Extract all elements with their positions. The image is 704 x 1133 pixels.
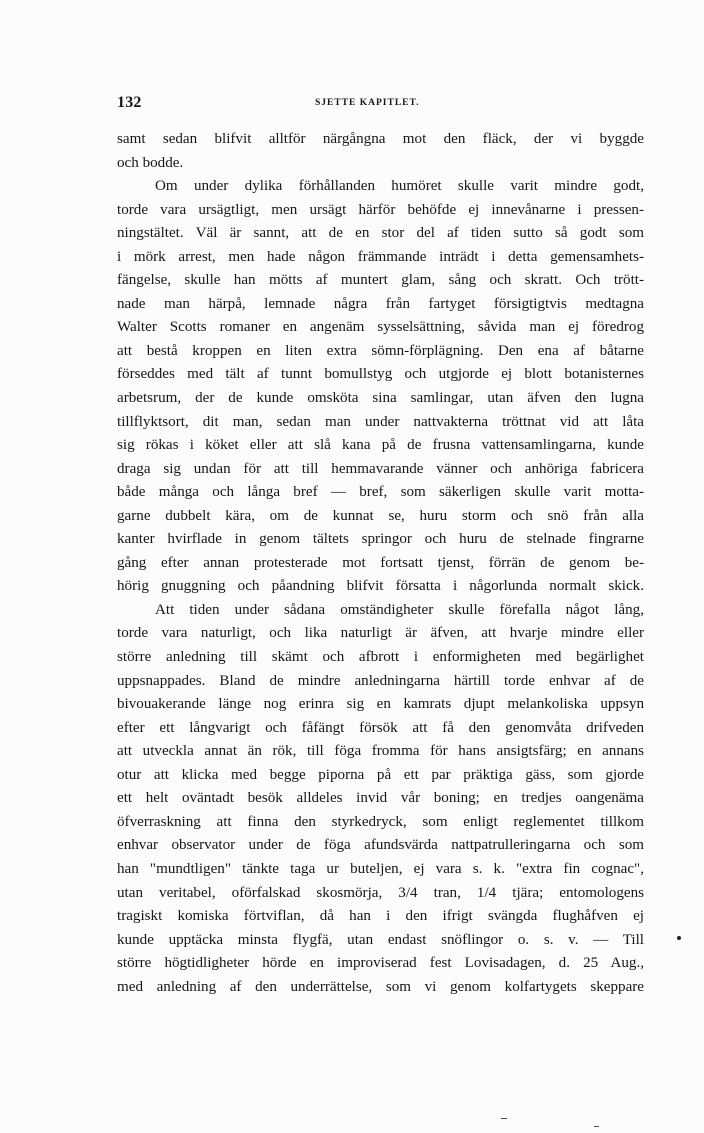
text-line: fängelse, skulle han mötts af muntert glam, sång och skratt. Och trött- [117,272,644,289]
text-line: efter ett långvarigt och fåfängt försök att få den genomvåta drifveden [117,719,644,736]
text-line: större högtidligheter hörde en improviserad fest Lovisadagen, d. 25 Aug., [117,955,644,972]
text-line: tillflyktsort, dit man, sedan man under nattvakterna tröttnat vid att låta [117,413,644,430]
scan-speck [501,1118,507,1119]
text-line: gång efter annan protesterade mot fortsatt tjenst, förrän de genom be- [117,554,644,571]
text-line: han "mundtligen" tänkte taga ur buteljen, ej vara s. k. "extra fin cognac", [117,860,644,877]
text-line: torde vara naturligt, och lika naturligt är äfven, att hvarje mindre eller [117,625,644,642]
text-line: med anledning af den underrättelse, som vi genom kolfartygets skeppare [117,978,644,995]
text-line: nade man härpå, lemnade några från fartyget försigtigtvis medtagna [117,295,644,312]
text-line: ett helt oväntadt besök alldeles invid vår boning; en tredjes oangenäma [117,790,644,807]
text-line: Att tiden under sådana omständigheter skulle förefalla något lång, [155,601,644,618]
text-line: bivouakerande länge nog erinra sig en kamrats djupt melankoliska uppsyn [117,696,644,713]
text-line: kunde upptäcka minsta flygfä, utan endast snöflingor o. s. v. — Till [117,931,644,948]
text-line: hörig gnuggning och påandning blifvit försatta i någorlunda normalt skick. [117,578,644,595]
text-line: enhvar observator under de föga afundsvärda nattpatrulleringarna och som [117,837,644,854]
text-line: att bestå kroppen en liten extra sömn-förplägning. Den ena af båtarne [117,342,644,359]
text-line: draga sig undan för att till hemmavarande vänner och anhöriga fabricera [117,460,644,477]
text-line: otur att klicka med begge piporna på ett par präktiga gäss, som gjorde [117,766,644,783]
text-line: tragiskt komiska förtviflan, då han i den ifrigt svängda flughåfven ej [117,908,644,925]
text-line: öfverraskning att finna den styrkedryck, som enligt reglementet tillkom [117,813,644,830]
page-number: 132 [117,94,142,111]
text-line: samt sedan blifvit alltför närgångna mot den fläck, der vi byggde [117,131,644,147]
text-line: kanter hvirflade in genom tältets springor och huru de stelnade fingrarne [117,531,644,548]
text-line: sig rökas i köket eller att slå kana på de frusna vattensamlingarna, kunde [117,437,644,454]
text-line: att utveckla annat än rök, till föga fromma för hans ansigtsfärg; en annans [117,743,644,760]
text-line: utan veritabel, oförfalskad skosmörja, 3/4 tran, 1/4 tjära; entomologens [117,884,644,901]
text-line: och bodde. [117,154,184,171]
text-line: Om under dylika förhållanden humöret skulle varit mindre godt, [155,178,644,195]
body-text [117,128,644,999]
text-line: ningstältet. Väl är sannt, att de en stor del af tiden sutto så godt som [117,225,644,242]
scan-speck [594,1126,599,1127]
text-line: både många och långa bref — bref, som säkerligen skulle varit motta- [117,484,644,501]
text-line: Walter Scotts romaner en angenäm sysselsättning, såvida man ej föredrog [117,319,644,336]
margin-dot-mark [677,936,681,940]
text-line: garne dubbelt kära, om de kunnat se, huru storm och snö från alla [117,507,644,524]
text-line: förseddes med tält af tunnt bomullstyg och utgjorde ej blott botanisternes [117,366,644,383]
text-line: större anledning till skämt och afbrott i enformigheten med begärlighet [117,649,644,666]
text-line: torde vara ursägtligt, men ursägt härför behöfde ej innevånarne i pressen- [117,201,644,218]
running-head: SJETTE KAPITLET. [315,98,420,108]
text-line: uppsnappades. Bland de mindre anledningarna härtill torde enhvar af de [117,672,644,689]
text-line: i mörk arrest, men hade någon främmande inträdt i detta gemensamhets- [117,248,644,265]
text-line: arbetsrum, der de kunde omsköta sina samlingar, utan äfven den lugna [117,390,644,407]
page-header [117,94,644,116]
